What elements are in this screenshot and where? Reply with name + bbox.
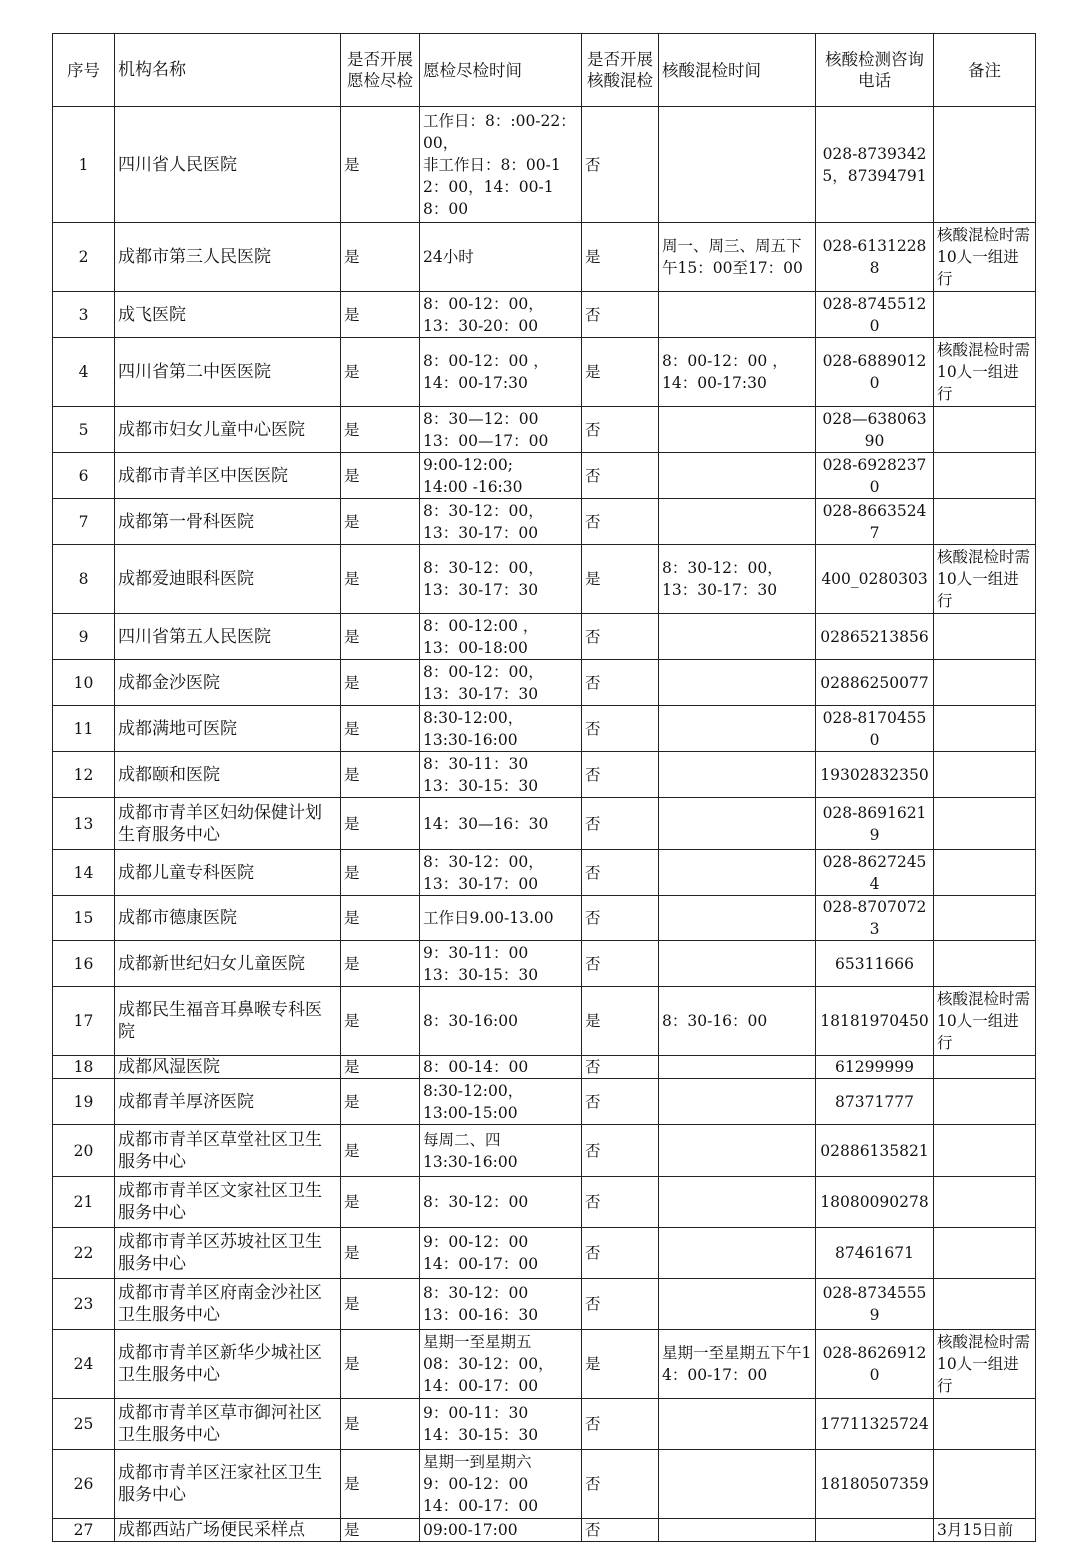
row-phone: 19302832350 [816, 752, 934, 798]
row-phone: 028-61312288 [816, 223, 934, 292]
row-mixed-time [659, 706, 816, 752]
table-row [53, 545, 1036, 614]
row-mixed: 否 [582, 660, 659, 706]
row-name: 成都市青羊区苏坡社区卫生服务中心 [115, 1228, 341, 1279]
row-seq: 13 [53, 798, 115, 850]
row-willing: 是 [341, 614, 420, 660]
row-note [934, 1177, 1036, 1228]
row-willing-time: 14：30—16：30 [420, 798, 582, 850]
row-willing-time: 8：30—12：00 13：00—17：00 [420, 407, 582, 453]
row-seq: 27 [53, 1519, 115, 1542]
table-row [53, 1519, 1036, 1542]
row-mixed: 否 [582, 1056, 659, 1079]
row-mixed: 否 [582, 1228, 659, 1279]
row-name: 成都市青羊区草堂社区卫生服务中心 [115, 1125, 341, 1177]
testing-sites-table [52, 33, 1036, 1542]
row-note [934, 407, 1036, 453]
row-seq: 3 [53, 292, 115, 338]
row-name: 成都民生福音耳鼻喉专科医院 [115, 987, 341, 1056]
row-mixed: 否 [582, 1279, 659, 1330]
row-name: 成都市青羊区府南金沙社区卫生服务中心 [115, 1279, 341, 1330]
row-mixed-time: 8：30-12：00， 13：30-17：30 [659, 545, 816, 614]
row-willing-time: 9：30-11：00 13：30-15：30 [420, 941, 582, 987]
row-mixed-time [659, 1279, 816, 1330]
row-seq: 5 [53, 407, 115, 453]
row-note: 核酸混检时需10人一组进行 [934, 987, 1036, 1056]
row-mixed: 否 [582, 1177, 659, 1228]
row-mixed-time [659, 499, 816, 545]
row-willing: 是 [341, 706, 420, 752]
row-willing-time: 8：30-16:00 [420, 987, 582, 1056]
row-mixed: 否 [582, 1125, 659, 1177]
table-row [53, 407, 1036, 453]
row-willing-time: 8：00-12：00 ， 14：00-17:30 [420, 338, 582, 407]
row-mixed: 否 [582, 941, 659, 987]
row-mixed-time: 8：00-12：00 ， 14：00-17:30 [659, 338, 816, 407]
row-willing-time: 8：00-14：00 [420, 1056, 582, 1079]
row-willing-time: 8：30-11：30 13：30-15：30 [420, 752, 582, 798]
row-mixed-time [659, 292, 816, 338]
table-row [53, 1079, 1036, 1125]
row-mixed: 否 [582, 850, 659, 896]
row-name: 成都市妇女儿童中心医院 [115, 407, 341, 453]
row-mixed: 是 [582, 223, 659, 292]
row-willing: 是 [341, 987, 420, 1056]
table-row [53, 1177, 1036, 1228]
row-seq: 6 [53, 453, 115, 499]
row-phone: 028-87455120 [816, 292, 934, 338]
header-name: 机构名称 [115, 34, 341, 107]
row-note [934, 850, 1036, 896]
row-willing-time: 8：30-12：00 13：00-16：30 [420, 1279, 582, 1330]
table-row [53, 499, 1036, 545]
row-willing-time: 8：30-12：00， 13：30-17：00 [420, 499, 582, 545]
row-willing: 是 [341, 1279, 420, 1330]
row-note: 核酸混检时需10人一组进行 [934, 338, 1036, 407]
row-willing: 是 [341, 338, 420, 407]
row-mixed-time [659, 798, 816, 850]
row-note [934, 1228, 1036, 1279]
row-phone: 028-68890120 [816, 338, 934, 407]
row-willing: 是 [341, 1330, 420, 1399]
row-name: 四川省第五人民医院 [115, 614, 341, 660]
row-name: 成都市青羊区文家社区卫生服务中心 [115, 1177, 341, 1228]
table-row [53, 660, 1036, 706]
row-willing: 是 [341, 1177, 420, 1228]
row-seq: 15 [53, 896, 115, 941]
row-seq: 18 [53, 1056, 115, 1079]
row-seq: 1 [53, 107, 115, 223]
row-name: 成都市青羊区中医医院 [115, 453, 341, 499]
row-willing: 是 [341, 292, 420, 338]
row-seq: 19 [53, 1079, 115, 1125]
header-mixed: 是否开展 核酸混检 [582, 34, 659, 107]
row-name: 成都颐和医院 [115, 752, 341, 798]
row-mixed-time [659, 614, 816, 660]
row-willing-time: 工作日：8：:00-22：00， 非工作日：8：00-12：00，14：00-18：00 [420, 107, 582, 223]
row-name: 四川省人民医院 [115, 107, 341, 223]
row-willing-time: 8：00-12:00 ， 13：00-18:00 [420, 614, 582, 660]
table-row [53, 798, 1036, 850]
row-name: 成都青羊厚济医院 [115, 1079, 341, 1125]
row-willing: 是 [341, 1228, 420, 1279]
row-seq: 4 [53, 338, 115, 407]
row-name: 成都西站广场便民采样点 [115, 1519, 341, 1542]
header-note: 备注 [934, 34, 1036, 107]
row-mixed: 是 [582, 1330, 659, 1399]
row-name: 成都第一骨科医院 [115, 499, 341, 545]
row-willing-time: 8：30-12：00， 13：30-17：30 [420, 545, 582, 614]
row-seq: 10 [53, 660, 115, 706]
row-willing: 是 [341, 1519, 420, 1542]
table-row [53, 338, 1036, 407]
row-note [934, 1079, 1036, 1125]
row-note [934, 499, 1036, 545]
row-phone: 028—63806390 [816, 407, 934, 453]
row-willing: 是 [341, 1399, 420, 1450]
row-seq: 12 [53, 752, 115, 798]
row-mixed-time [659, 850, 816, 896]
row-phone: 61299999 [816, 1056, 934, 1079]
row-note [934, 941, 1036, 987]
row-willing: 是 [341, 545, 420, 614]
row-mixed: 否 [582, 706, 659, 752]
table-row [53, 1056, 1036, 1079]
table-row [53, 223, 1036, 292]
row-willing: 是 [341, 798, 420, 850]
row-note [934, 1125, 1036, 1177]
row-phone: 028-86269120 [816, 1330, 934, 1399]
row-seq: 21 [53, 1177, 115, 1228]
row-note [934, 1279, 1036, 1330]
row-seq: 22 [53, 1228, 115, 1279]
row-mixed: 否 [582, 896, 659, 941]
row-willing: 是 [341, 499, 420, 545]
row-willing: 是 [341, 1079, 420, 1125]
row-mixed: 是 [582, 987, 659, 1056]
header-phone: 核酸检测咨询 电话 [816, 34, 934, 107]
row-mixed-time [659, 752, 816, 798]
row-mixed-time [659, 660, 816, 706]
row-mixed-time [659, 107, 816, 223]
row-note [934, 1399, 1036, 1450]
row-name: 成都市德康医院 [115, 896, 341, 941]
row-willing: 是 [341, 223, 420, 292]
row-mixed-time [659, 941, 816, 987]
row-note: 核酸混检时需10人一组进行 [934, 1330, 1036, 1399]
row-name: 成都市青羊区新华少城社区卫生服务中心 [115, 1330, 341, 1399]
row-phone: 02886135821 [816, 1125, 934, 1177]
row-seq: 25 [53, 1399, 115, 1450]
row-mixed-time [659, 407, 816, 453]
row-willing-time: 8:30-12:00， 13:00-15:00 [420, 1079, 582, 1125]
row-willing: 是 [341, 752, 420, 798]
header-willing: 是否开展 愿检尽检 [341, 34, 420, 107]
row-willing-time: 8:30-12:00， 13:30-16:00 [420, 706, 582, 752]
row-mixed: 否 [582, 453, 659, 499]
row-willing-time: 8：30-12：00， 13：30-17：00 [420, 850, 582, 896]
row-mixed-time: 8：30-16：00 [659, 987, 816, 1056]
row-willing-time: 9：00-12：00 14：00-17：00 [420, 1228, 582, 1279]
row-phone: 87371777 [816, 1079, 934, 1125]
table-row [53, 1279, 1036, 1330]
row-mixed: 否 [582, 292, 659, 338]
row-mixed-time [659, 1399, 816, 1450]
row-willing-time: 9:00-12:00; 14:00 -16:30 [420, 453, 582, 499]
row-note [934, 798, 1036, 850]
row-note [934, 614, 1036, 660]
row-mixed: 否 [582, 614, 659, 660]
table-row [53, 706, 1036, 752]
row-phone: 65311666 [816, 941, 934, 987]
row-name: 成都市青羊区汪家社区卫生服务中心 [115, 1450, 341, 1519]
row-seq: 8 [53, 545, 115, 614]
row-name: 成都儿童专科医院 [115, 850, 341, 896]
header-willing-time: 愿检尽检时间 [420, 34, 582, 107]
row-name: 成都风湿医院 [115, 1056, 341, 1079]
row-seq: 7 [53, 499, 115, 545]
row-mixed-time: 周一、周三、周五下午15：00至17：00 [659, 223, 816, 292]
row-seq: 24 [53, 1330, 115, 1399]
row-seq: 16 [53, 941, 115, 987]
row-mixed: 否 [582, 1079, 659, 1125]
row-mixed: 否 [582, 107, 659, 223]
row-phone: 17711325724 [816, 1399, 934, 1450]
row-mixed: 否 [582, 1399, 659, 1450]
row-willing: 是 [341, 1056, 420, 1079]
row-willing-time: 8：00-12：00， 13：30-20：00 [420, 292, 582, 338]
row-mixed: 否 [582, 1450, 659, 1519]
row-note [934, 706, 1036, 752]
row-note [934, 107, 1036, 223]
row-willing-time: 8：00-12：00， 13：30-17：30 [420, 660, 582, 706]
row-seq: 11 [53, 706, 115, 752]
row-mixed-time [659, 1177, 816, 1228]
row-willing-time: 星期一到星期六 9：00-12：00 14：00-17：00 [420, 1450, 582, 1519]
row-willing: 是 [341, 107, 420, 223]
table-row [53, 292, 1036, 338]
row-phone: 18181970450 [816, 987, 934, 1056]
row-mixed: 是 [582, 545, 659, 614]
row-phone: 028-86635247 [816, 499, 934, 545]
row-name: 成都新世纪妇女儿童医院 [115, 941, 341, 987]
row-name: 成都市第三人民医院 [115, 223, 341, 292]
row-phone: 18180507359 [816, 1450, 934, 1519]
row-phone: 18080090278 [816, 1177, 934, 1228]
table-row [53, 1330, 1036, 1399]
row-name: 成都市青羊区妇幼保健计划生育服务中心 [115, 798, 341, 850]
row-willing-time: 09:00-17:00 [420, 1519, 582, 1542]
row-willing-time: 9：00-11：30 14：30-15：30 [420, 1399, 582, 1450]
row-seq: 14 [53, 850, 115, 896]
header-row [53, 34, 1036, 107]
row-note: 3月15日前 [934, 1519, 1036, 1542]
testing-sites-sheet [52, 33, 1036, 1542]
table-row [53, 987, 1036, 1056]
table-row [53, 1125, 1036, 1177]
row-note [934, 1056, 1036, 1079]
row-phone: 028-87393425，87394791 [816, 107, 934, 223]
row-mixed-time [659, 453, 816, 499]
row-name: 成都爱迪眼科医院 [115, 545, 341, 614]
row-willing: 是 [341, 660, 420, 706]
row-seq: 17 [53, 987, 115, 1056]
row-willing: 是 [341, 850, 420, 896]
row-name: 成都满地可医院 [115, 706, 341, 752]
table-body [53, 107, 1036, 1542]
row-seq: 9 [53, 614, 115, 660]
row-seq: 2 [53, 223, 115, 292]
row-phone: 87461671 [816, 1228, 934, 1279]
row-note: 核酸混检时需10人一组进行 [934, 545, 1036, 614]
row-willing: 是 [341, 896, 420, 941]
row-mixed-time [659, 1125, 816, 1177]
row-phone: 028-69282370 [816, 453, 934, 499]
table-row [53, 614, 1036, 660]
row-note [934, 752, 1036, 798]
row-name: 成都金沙医院 [115, 660, 341, 706]
row-phone: 02886250077 [816, 660, 934, 706]
row-name: 成都市青羊区草市御河社区卫生服务中心 [115, 1399, 341, 1450]
row-willing: 是 [341, 453, 420, 499]
row-phone: 028-86272454 [816, 850, 934, 896]
row-mixed: 否 [582, 407, 659, 453]
table-row [53, 752, 1036, 798]
table-row [53, 850, 1036, 896]
row-seq: 26 [53, 1450, 115, 1519]
row-willing: 是 [341, 1125, 420, 1177]
row-phone: 028-81704550 [816, 706, 934, 752]
row-name: 成飞医院 [115, 292, 341, 338]
row-mixed-time [659, 896, 816, 941]
row-willing-time: 星期一至星期五 08：30-12：00， 14：00-17：00 [420, 1330, 582, 1399]
row-willing: 是 [341, 941, 420, 987]
table-row [53, 453, 1036, 499]
table-row [53, 1450, 1036, 1519]
row-willing: 是 [341, 1450, 420, 1519]
row-mixed: 否 [582, 798, 659, 850]
row-phone: 02865213856 [816, 614, 934, 660]
row-note [934, 1450, 1036, 1519]
row-mixed: 是 [582, 338, 659, 407]
row-willing-time: 每周二、四 13:30-16:00 [420, 1125, 582, 1177]
row-phone: 028-87070723 [816, 896, 934, 941]
row-note [934, 660, 1036, 706]
table-row [53, 107, 1036, 223]
table-row [53, 1228, 1036, 1279]
table-row [53, 1399, 1036, 1450]
row-phone [816, 1519, 934, 1542]
row-seq: 23 [53, 1279, 115, 1330]
row-mixed-time [659, 1056, 816, 1079]
row-note: 核酸混检时需10人一组进行 [934, 223, 1036, 292]
row-mixed: 否 [582, 752, 659, 798]
row-willing-time: 工作日9.00-13.00 [420, 896, 582, 941]
row-mixed: 否 [582, 1519, 659, 1542]
row-name: 四川省第二中医医院 [115, 338, 341, 407]
row-seq: 20 [53, 1125, 115, 1177]
row-willing: 是 [341, 407, 420, 453]
row-note [934, 292, 1036, 338]
row-phone: 028-87345559 [816, 1279, 934, 1330]
row-willing-time: 8：30-12：00 [420, 1177, 582, 1228]
row-phone: 400_0280303 [816, 545, 934, 614]
table-row [53, 896, 1036, 941]
row-mixed-time [659, 1228, 816, 1279]
table-row [53, 941, 1036, 987]
row-mixed-time: 星期一至星期五下午14：00-17：00 [659, 1330, 816, 1399]
row-mixed: 否 [582, 499, 659, 545]
header-seq: 序号 [53, 34, 115, 107]
row-phone: 028-86916219 [816, 798, 934, 850]
row-mixed-time [659, 1079, 816, 1125]
header-mixed-time: 核酸混检时间 [659, 34, 816, 107]
row-mixed-time [659, 1519, 816, 1542]
row-note [934, 453, 1036, 499]
row-note [934, 896, 1036, 941]
row-willing-time: 24小时 [420, 223, 582, 292]
row-mixed-time [659, 1450, 816, 1519]
